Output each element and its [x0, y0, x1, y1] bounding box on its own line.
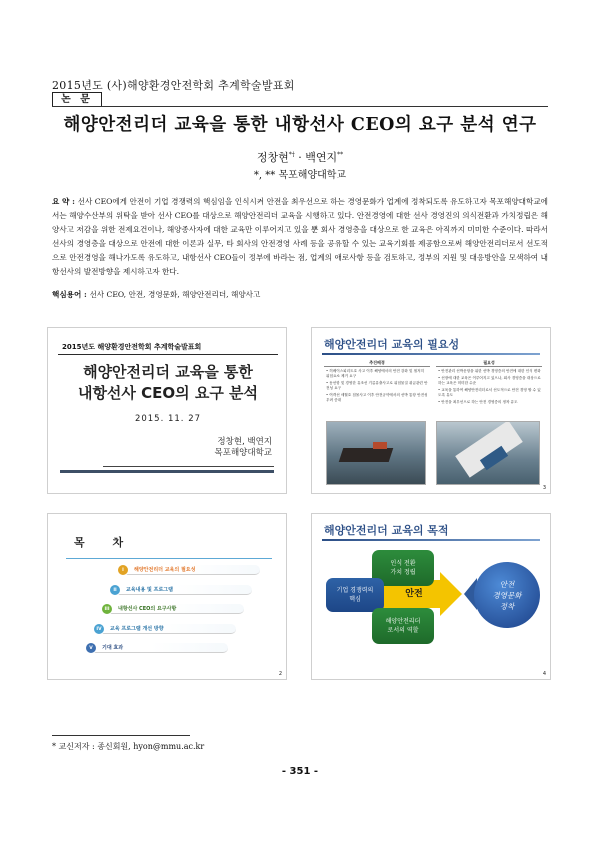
toc-number-3: III — [101, 603, 113, 615]
header-rule — [52, 106, 548, 107]
photo-tanker-hull — [339, 448, 394, 462]
toc-item-1 — [120, 565, 260, 575]
box-leader-role — [372, 608, 434, 644]
keywords-text: 선사 CEO, 안전, 경영문화, 해양안전리더, 해양사고 — [89, 290, 261, 299]
toc-item-5 — [88, 643, 228, 653]
keywords-label: 핵심용어 : — [52, 290, 90, 299]
slide1-rule — [103, 466, 274, 467]
slide1-stripe — [60, 470, 274, 473]
toc-label-3: 내항선사 CEO의 요구사항 — [118, 606, 177, 612]
footnote: * 교신저자 : 종신회원, hyon@mmu.ac.kr — [52, 742, 205, 751]
slide3-title: 목 차 — [74, 536, 136, 549]
center-label-text: 안전 — [405, 588, 423, 599]
toc-label-4: 교육 프로그램 개선 방향 — [110, 626, 164, 632]
slide2-col1-item: • 동선항 및 경영한 유조선 기름유출사고로 위험물질 취급관련 안전성 요구 — [326, 381, 428, 390]
abstract-text: 선사 CEO에게 안전이 기업 경쟁력의 핵심임을 인식시켜 안전을 최우선으로 하는 경영문화가 업계에 정착되도록 유도하고자 목포해양대학교에서는 해양수산부의 위탁을 받아 선사 CEO를 대상으로 해양안전리더 교육을 시행하고 있다. 안전경영에 대한 선사 경영진의 의식전환과 가치정립은 해양사고 저감을 위한 전제요건이나, 해양종사자에 대한 교육만 이루어지고 있을 뿐 회사 경영층을 대상으로 한 교육은 아직까지 미미한 수준이다. 따라서 선사의 경영층을 대상으로 안전에 대한 이론과 실무, 타 회사의 안전경영 사례 등을 공유할 수 있는 교육기회를 제공함으로써 해양안전리더로서 선도적으로 안전경영을 해나가도록 유도하고, 내항선사 CEO들이 정부에 바라는 점, 업계의 애로사항 등을 검토하고, 정부의 지원 및 대응방안을 모색하여 내항선사의 발전방향을 제시하고자 한다. — [52, 197, 549, 276]
toc-item-4 — [96, 624, 236, 634]
slide2-col2-item: • 안전을 최우선으로 하는 안전 경영층의 정착 유도 — [438, 400, 518, 404]
affiliation: *, ** 목포해양대학교 — [253, 170, 347, 181]
slide2-rule — [322, 353, 540, 355]
abstract-label: 요 약 : — [52, 197, 78, 206]
slide2-col2-list — [438, 369, 542, 407]
slide2-col2-item: • 교육을 통하여 해양안전리더로서 선도적으로 안전 경영 할 수 있도록 유도 — [438, 388, 541, 397]
slide1-date: 2015. 11. 27 — [134, 414, 202, 424]
conference-header: 2015년도 (사)해양환경안전학회 추계학술발표회 — [52, 79, 295, 92]
paper-type-badge: 논 문 — [52, 92, 102, 107]
slide-necessity — [311, 327, 551, 494]
slide-purpose — [311, 513, 551, 680]
toc-number-4: IV — [93, 623, 105, 635]
slide1-authors — [122, 437, 272, 459]
author-mark-corresponding: *† — [288, 151, 295, 159]
slide2-col1-header: 추진배경 — [324, 359, 430, 367]
goal-circle-line3: 정착 — [499, 601, 515, 611]
page-number: - 351 - — [281, 766, 319, 777]
slide4-title: 해양안전리더 교육의 목적 — [324, 524, 449, 537]
toc-number-5: V — [85, 642, 97, 654]
slide1-school: 목포해양대학교 — [214, 448, 272, 458]
box-leader-role-text: 해양안전리더 로서의 역할 — [385, 618, 421, 634]
author-jung: 정창현 — [256, 151, 289, 164]
slide3-rule — [66, 558, 272, 559]
slide2-col2-header: 필요성 — [436, 359, 542, 367]
photo-tanker-deck — [373, 442, 387, 449]
goal-circle-line2: 경영문화 — [492, 590, 522, 600]
keywords — [52, 289, 548, 300]
center-label — [394, 584, 434, 604]
slide2-col1-list — [326, 369, 428, 405]
slide2-col1-item: • 여객선 세월호 침몰사고 이후 안전규약에서의 선박 통항 안전성 우려 증대 — [326, 393, 428, 402]
slide3-page-number: 2 — [278, 671, 282, 677]
ferry-photo — [436, 421, 540, 485]
toc-label-1: 해양안전리더 교육의 필요성 — [134, 567, 196, 573]
slide1-title-line2: 내항선사 CEO의 요구 분석 — [77, 384, 259, 402]
author-baek: · 백연지 — [294, 151, 338, 164]
toc-label-5: 기대 효과 — [102, 645, 124, 651]
box-core-competence — [326, 578, 384, 612]
slide2-col1-item: • 허베이스피리트호 사고 이후 해양에서의 안전 강화 및 철저히 위험요소 제거 요구 — [326, 369, 425, 378]
tanker-photo — [326, 421, 426, 485]
slide4-page-number: 4 — [542, 671, 546, 677]
goal-circle-line1: 안전 — [499, 579, 515, 589]
toc-number-1: I — [117, 564, 129, 576]
footnote-rule — [52, 735, 190, 736]
slide1-title — [48, 362, 287, 404]
toc-number-2: II — [109, 584, 121, 596]
abstract — [52, 195, 548, 279]
slide2-col2-item: • 선장에 대한 교육은 이루어지고 있으나, 회사 경영층을 대상으로 하는 교육은 미미한 수준 — [438, 376, 541, 385]
slide-contents — [47, 513, 287, 680]
toc-item-3 — [104, 604, 244, 614]
slide2-title: 해양안전리더 교육의 필요성 — [324, 338, 460, 351]
author-line — [0, 149, 600, 165]
goal-circle — [474, 562, 540, 628]
slide1-header: 2015년도 해양환경안전학회 추계학술발표회 — [58, 337, 278, 355]
slide2-page-number: 3 — [542, 485, 546, 491]
author-mark-2: ** — [337, 151, 344, 159]
slide2-col2-item: • 안전관리 선박운항을 위한 선박 경영층의 안전에 대한 인식 변화 — [438, 369, 541, 373]
toc-item-2 — [112, 585, 252, 595]
slide1-author-names: 정창현, 백연지 — [217, 437, 272, 447]
slide-title — [47, 327, 287, 494]
toc-label-2: 교육내용 및 프로그램 — [126, 587, 173, 593]
slide1-title-line1: 해양안전리더 교육을 통한 — [83, 363, 253, 381]
paper-title: 해양안전리더 교육을 통한 내항선사 CEO의 요구 분석 연구 — [63, 115, 537, 135]
box-value-shift-text: 인식 전환 가치 정립 — [390, 560, 416, 576]
box-core-competence-text: 기업 경쟁력의 핵심 — [336, 587, 374, 603]
